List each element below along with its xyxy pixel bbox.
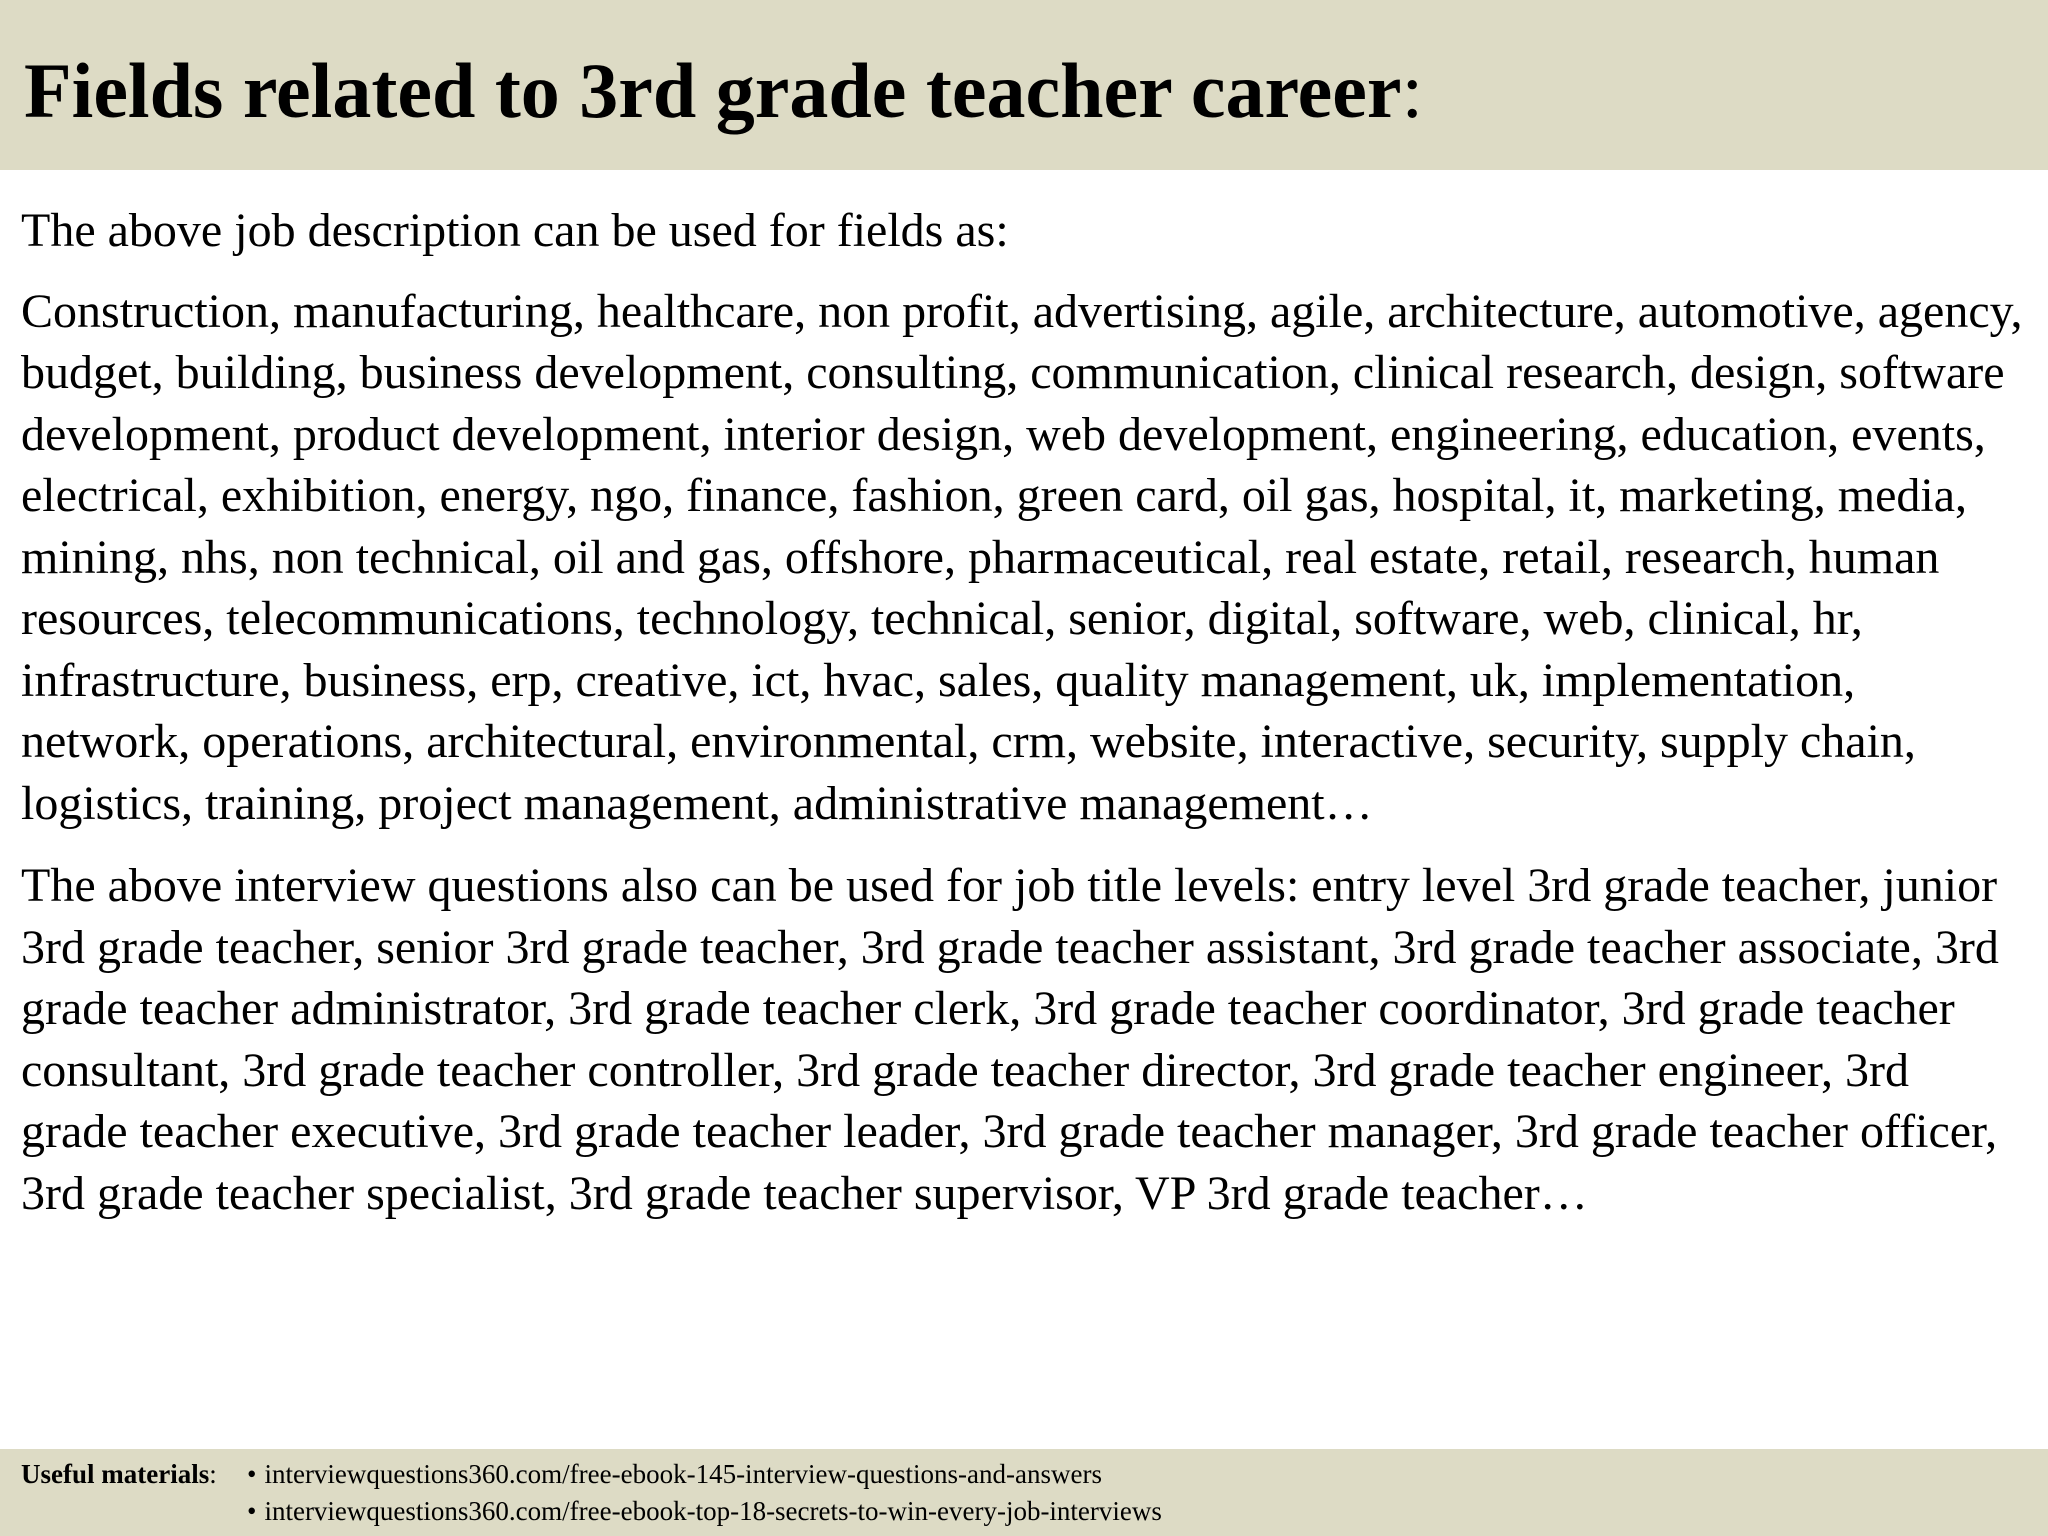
fields-list-text: Construction, manufacturing, healthcare, non profit, advertising, agile, architecture, automotive, agency, budget, building, business development, consulting, communication, clinical research, design, software development, product development, interior design, web development, engineering, education, events, electrical, exhibition, energy, ngo, finance, fashion, green card, oil gas, hospital, it, marketing, media, mining, nhs, non technical, oil and gas, offshore, pharmaceutical, real estate, retail, research, human resources, telecommunications, technology, technical, senior, digital, software, web, clinical, hr, infrastructure, business, erp, creative, ict, hvac, sales, quality management, uk, implementation, network, operations, architectural, environmental, crm, website, interactive, security, supply chain, logistics, training, project management, administrative management… [21, 284, 2023, 830]
bullet-icon: • [247, 1459, 257, 1489]
footer-band [0, 1449, 2048, 1536]
footer-row-2 [21, 1493, 2048, 1530]
slide-title-colon: : [1401, 47, 1424, 134]
footer-label-text: Useful materials [21, 1459, 210, 1489]
title-bar [0, 0, 2048, 170]
footer-label [21, 1456, 247, 1493]
footer-label-colon: : [209, 1459, 217, 1489]
intro-text: The above job description can be used for fields as: [21, 204, 1009, 257]
job-levels-text: The above interview questions also can be used for job title levels: entry level 3rd grade teacher, junior 3rd grade teacher, senior 3rd grade teacher, 3rd grade teacher assistant, 3rd grade teacher associate, 3rd grade teacher administrator, 3rd grade teacher clerk, 3rd grade teacher coordinator, 3rd grade teacher consultant, 3rd grade teacher controller, 3rd grade teacher director, 3rd grade teacher engineer, 3rd grade teacher executive, 3rd grade teacher leader, 3rd grade teacher manager, 3rd grade teacher officer, 3rd grade teacher specialist, 3rd grade teacher supervisor, VP 3rd grade teacher… [21, 859, 1999, 1220]
ebook-145-questions-link[interactable]: interviewquestions360.com/free-ebook-145-interview-questions-and-answers [264, 1459, 1102, 1489]
slide-body [21, 200, 2026, 1224]
slide-title-text: Fields related to 3rd grade teacher career [24, 47, 1402, 134]
ebook-18-secrets-link[interactable]: interviewquestions360.com/free-ebook-top-18-secrets-to-win-every-job-interviews [264, 1496, 1162, 1526]
footer-row-1 [21, 1456, 2048, 1493]
bullet-icon: • [247, 1496, 257, 1526]
slide-title [24, 46, 2048, 136]
footer-label-spacer [21, 1493, 247, 1530]
